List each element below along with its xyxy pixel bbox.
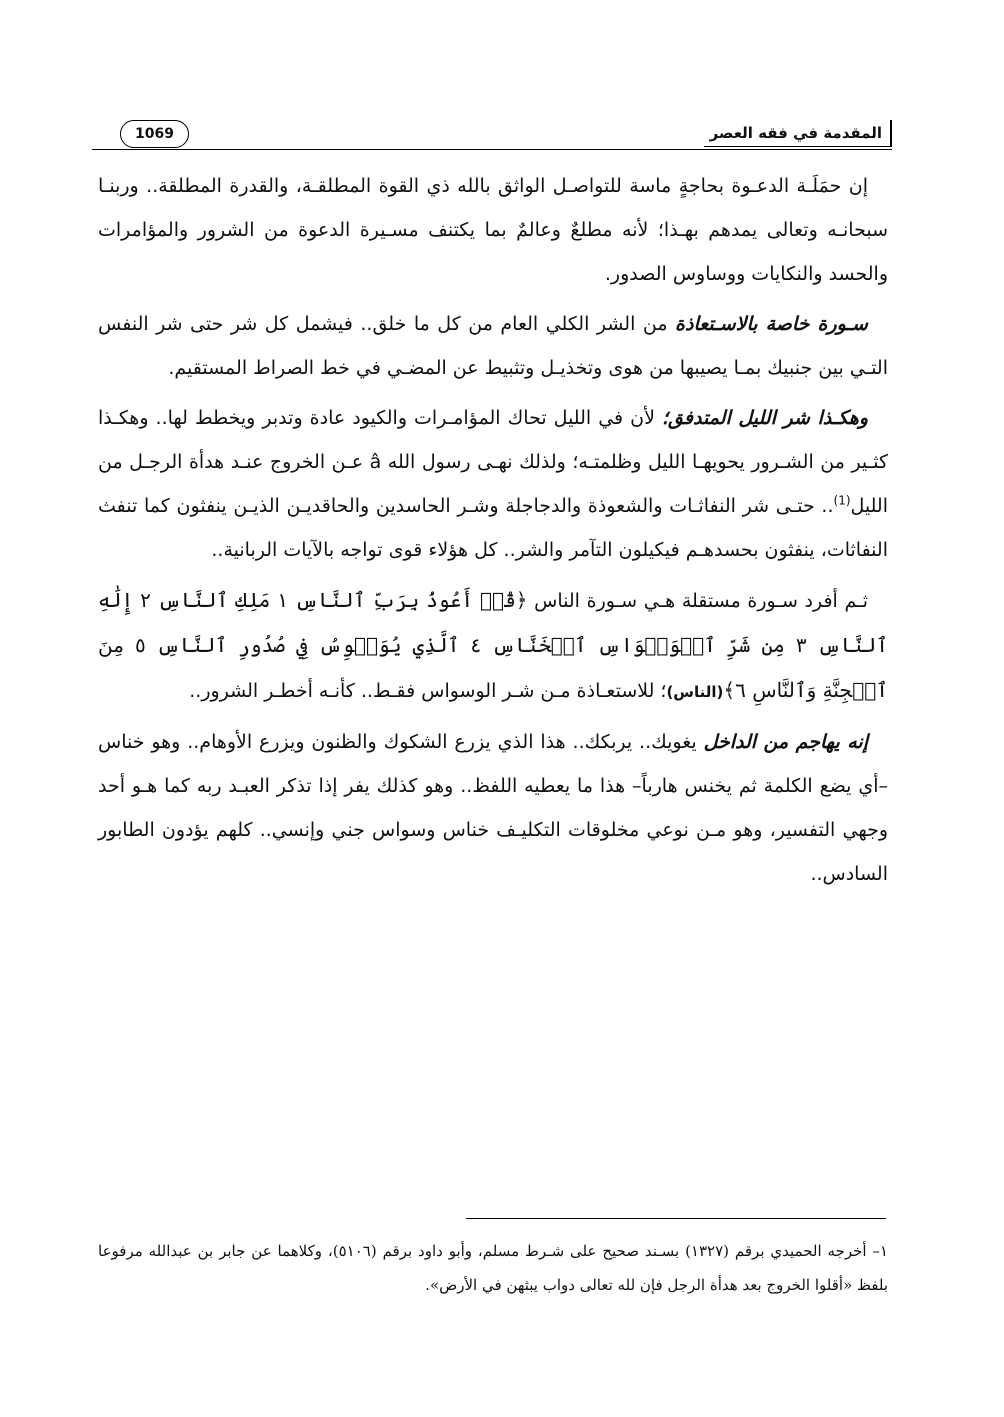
paragraph-lead: إنه يهاجم من الداخل: [703, 731, 869, 753]
paragraph-5: [98, 720, 888, 896]
paragraph-2: [98, 302, 888, 390]
paragraph-3: [98, 396, 888, 572]
paragraph-text: يغويك.. يربكك.. هذا الذي يزرع الشكوك والظنون ويزرع الأوهام.. وهو خناس –أي يضع الكلمة ثم يخنس هارباً– هذا ما يعطيه اللفظ.. وهو كذلك يفر إذا تذكر العبـد ربه كما هـو أحد وجهي التفسير، وهو مـن نوعي مخلوقات التكليـف خناس وسواس جني وإنسي.. كلهم يؤدون الطابور السادس..: [98, 731, 888, 885]
paragraph-text: لأن في الليل تحاك المؤامـرات والكيود عادة وتدبر ويخطط لها.. وهكـذا كثـير من الشـرور يحويهـا الليل وظلمتـه؛ ولذلك نهـى رسول الله â عـن الخروج عنـد هدأة الرجـل من الليل: [98, 407, 889, 517]
page-header: [92, 118, 892, 152]
footnote-1: ١– أخرجه الحميدي برقم (١٣٢٧) بسـند صحيح على شـرط مسلم، وأبو داود برقم (٥١٠٦)، وكلاهما عن جابر بن عبدالله مرفوعا بلفظ «أقلوا الخروج بعد هدأة الرجل فإن لله تعالى دواب يبثهن في الأرض».: [98, 1242, 888, 1294]
paragraph-text-continued: .. حتـى شر النفاثـات والشعوذة والدجاجلة وشـر الحاسدين والحاقديـن الذيـن ينفثون كما تنفث النفاثات، ينفثون بحسدهـم فيكيلون التآمر والشر.. كل هؤلاء قوى تواجه بالآيات الربانية..: [98, 495, 888, 561]
paragraph-lead: وهكـذا شر الليل المتدفق؛: [662, 407, 868, 429]
paragraph-text: ؛ للاستعـاذة مـن شـر الوسواس فقـط.. كأنـه أخطـر الشرور..: [189, 680, 667, 702]
page-number: 1069: [120, 120, 189, 148]
footnote-reference[interactable]: (1): [833, 493, 851, 508]
book-title: المقدمة في فقه العصر: [704, 120, 892, 147]
paragraph-4: [98, 578, 888, 714]
paragraph-1: [98, 164, 888, 296]
paragraph-lead: سـورة خاصة بالاسـتعاذة: [675, 313, 868, 335]
header-rule: [92, 149, 892, 150]
footnote-separator: [466, 1218, 886, 1219]
body-text: [98, 164, 888, 902]
paragraph-intro: ثـم أفرد سـورة مستقلة هـي سـورة الناس: [527, 590, 868, 612]
paragraph-text: من الشر الكلي العام من كل ما خلق.. فيشمل كل شر حتى شر النفس التـي بين جنبيك بمـا يصيبها من هوى وتخذيـل وتثبيط عن المضـي في خط الصراط المستقيم.: [98, 313, 888, 379]
quran-verses: ﴿قُلۡ أَعُوذُ بِرَبِّ ٱلنَّاسِ ١ مَلِكِ ٱلنَّاسِ ٢ إِلَٰهِ ٱلنَّاسِ ٣ مِن شَرِّ ٱلۡوَسۡوَاسِ ٱلۡخَنَّاسِ ٤ ٱلَّذِي يُوَسۡوِسُ فِي صُدُورِ ٱلنَّاسِ ٥ مِنَ ٱلۡجِنَّةِ وَٱلنَّاسِ ٦﴾: [98, 588, 888, 702]
paragraph-text: إن حمَلَـة الدعـوة بحاجةٍ ماسة للتواصـل الواثق بالله ذي القوة المطلقـة، والقدرة المطلقة.. وربنـا سبحانـه وتعالى يمدهم بهـذا؛ لأنه مطلعٌ وعالمٌ بما يكتنف مسـيرة الدعوة من الشرور والمؤامرات والحسد والنكايات ووساوس الصدور.: [98, 175, 888, 285]
footnotes: [98, 1234, 888, 1302]
sura-name: (الناس): [666, 683, 724, 701]
